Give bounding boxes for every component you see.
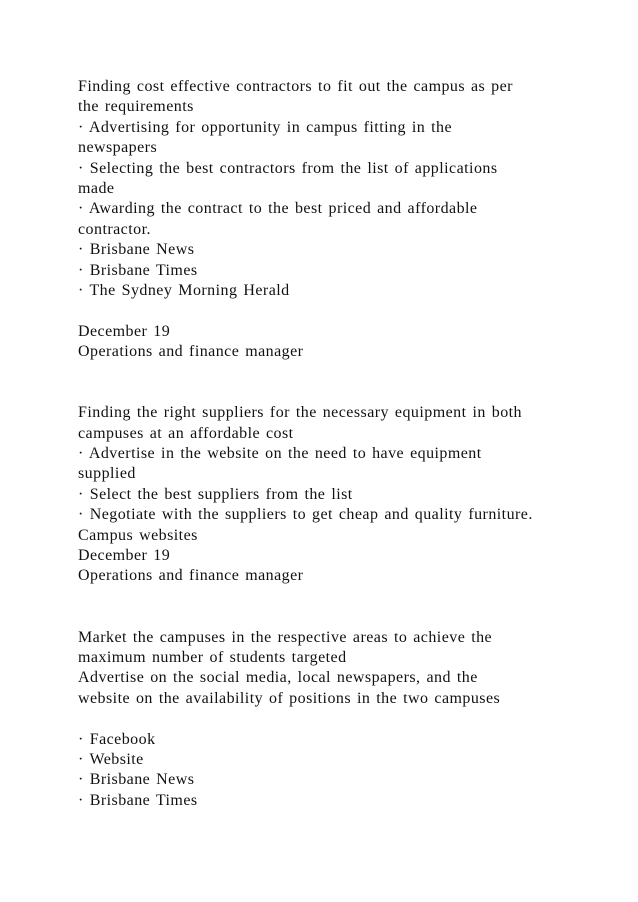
text-line: Finding cost effective contractors to fit out the campus as per (78, 78, 513, 95)
text-line: campuses at an affordable cost (78, 424, 294, 442)
spacer (78, 607, 618, 627)
text-line: Finding the right suppliers for the necessary equipment in both (78, 404, 522, 422)
text-line: maximum number of students targeted (78, 648, 347, 666)
bullet-item: · Selecting the best contractors from the list of applications (78, 159, 498, 177)
bullet-item: · Website (78, 750, 144, 768)
date-line: December 19 (78, 322, 171, 340)
text-line: Campus websites (78, 526, 198, 544)
spacer (78, 709, 618, 729)
section-marketing-channels (78, 730, 618, 812)
text-line: Advertise on the social media, local newspapers, and the (78, 669, 478, 687)
bullet-item: · Awarding the contract to the best priced and affordable (78, 200, 478, 218)
document-page (78, 77, 618, 811)
spacer (78, 362, 618, 382)
text-line: made (78, 179, 115, 197)
text-line: newspapers (78, 139, 158, 157)
spacer (78, 587, 618, 607)
section-contractors-meta (78, 322, 618, 363)
bullet-item: · Advertise in the website on the need to have equipment (78, 445, 482, 463)
responsible-line: Operations and finance manager (78, 343, 304, 361)
text-line: Market the campuses in the respective areas to achieve the (78, 628, 493, 646)
date-line: December 19 (78, 546, 171, 564)
bullet-item: · Brisbane News (78, 241, 195, 259)
text-line: the requirements (78, 98, 194, 116)
bullet-item: · Advertising for opportunity in campus fitting in the (78, 118, 453, 136)
text-line: contractor. (78, 220, 151, 238)
spacer (78, 383, 618, 403)
bullet-item: · The Sydney Morning Herald (78, 281, 290, 299)
responsible-line: Operations and finance manager (78, 567, 304, 585)
section-suppliers (78, 403, 618, 587)
bullet-item: · Select the best suppliers from the list (78, 485, 353, 503)
section-marketing (78, 628, 618, 710)
bullet-item: · Brisbane Times (78, 261, 198, 279)
bullet-item: · Negotiate with the suppliers to get cheap and quality furniture. (78, 506, 533, 524)
bullet-item: · Facebook (78, 730, 156, 748)
spacer (78, 301, 618, 321)
bullet-item: · Brisbane Times (78, 791, 198, 809)
text-line: website on the availability of positions in the two campuses (78, 689, 501, 707)
text-line: supplied (78, 465, 136, 483)
bullet-item: · Brisbane News (78, 771, 195, 789)
section-contractors (78, 77, 618, 301)
